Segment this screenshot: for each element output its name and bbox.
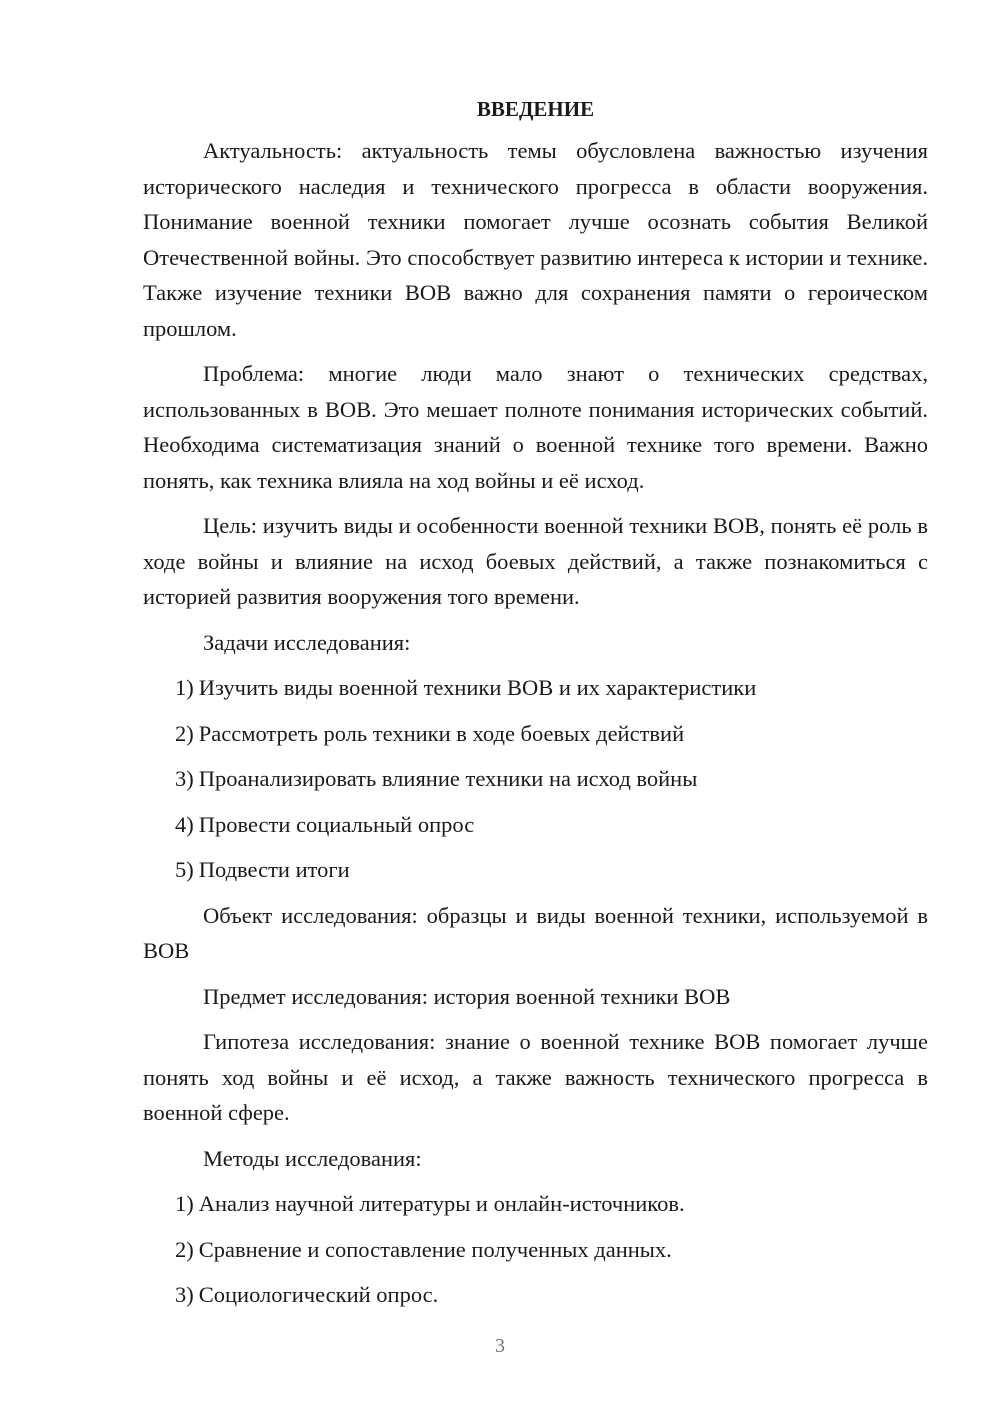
- problem-paragraph: Проблема: многие люди мало знают о технических средствах, использованных в ВОВ. Это мешает полноте понимания исторических событий. Необходима систематизация знаний о военной технике того времени. Важно понять, как техника влияла на ход войны и её исход.: [143, 361, 928, 493]
- list-item: [143, 1277, 928, 1313]
- document-page: [143, 92, 928, 1323]
- list-item-text: Проанализировать влияние техники на исход войны: [198, 766, 698, 791]
- list-item: [143, 807, 928, 843]
- list-item: [143, 1232, 928, 1268]
- list-item: [143, 852, 928, 888]
- methods-heading: Методы исследования:: [203, 1145, 422, 1171]
- goal-paragraph: Цель: изучить виды и особенности военной техники ВОВ, понять её роль в ходе войны и влияние на исход боевых действий, а также познакомиться с историей развития вооружения того времени.: [143, 513, 928, 609]
- list-item: [143, 670, 928, 706]
- list-item-number: 2): [175, 1236, 194, 1262]
- list-item-number: 4): [175, 811, 194, 837]
- page-title: ВВЕДЕНИЕ: [476, 97, 595, 121]
- list-item: [143, 761, 928, 797]
- list-item-number: 3): [175, 1282, 194, 1307]
- actuality-paragraph: Актуальность: актуальность темы обусловлена важностью изучения исторического наследия и технического прогресса в области вооружения. Понимание военной техники помогает лучше осознать события Великой Отечественной войны. Это способствует развитию интереса к истории и технике. Также изучение техники ВОВ важно для сохранения памяти о героическом прошлом.: [143, 138, 928, 341]
- tasks-list: [143, 670, 928, 888]
- list-item: [143, 1186, 928, 1222]
- list-item-text: Подвести итоги: [198, 857, 350, 882]
- list-item-text: Анализ научной литературы и онлайн-источников.: [198, 1191, 685, 1216]
- list-item-text: Сравнение и сопоставление полученных данных.: [198, 1236, 672, 1262]
- methods-list: [143, 1186, 928, 1313]
- list-item-text: Социологический опрос.: [198, 1282, 439, 1307]
- list-item-number: 1): [175, 1191, 194, 1216]
- hypothesis-paragraph: Гипотеза исследования: знание о военной технике ВОВ помогает лучше понять ход войны и её исход, а также важность технического прогресса в военной сфере.: [143, 1029, 928, 1125]
- list-item-number: 1): [175, 675, 194, 700]
- list-item-text: Изучить виды военной техники ВОВ и их характеристики: [198, 675, 757, 700]
- tasks-heading: Задачи исследования:: [203, 629, 411, 655]
- list-item-number: 5): [175, 857, 194, 882]
- list-item-number: 3): [175, 766, 194, 791]
- list-item: [143, 716, 928, 752]
- list-item-number: 2): [175, 720, 194, 746]
- subject-paragraph: Предмет исследования: история военной техники ВОВ: [203, 983, 731, 1009]
- object-paragraph: Объект исследования: образцы и виды военной техники, используемой в ВОВ: [143, 902, 928, 963]
- list-item-text: Рассмотреть роль техники в ходе боевых действий: [198, 720, 685, 746]
- page-number: 3: [495, 1335, 505, 1357]
- list-item-text: Провести социальный опрос: [198, 811, 475, 837]
